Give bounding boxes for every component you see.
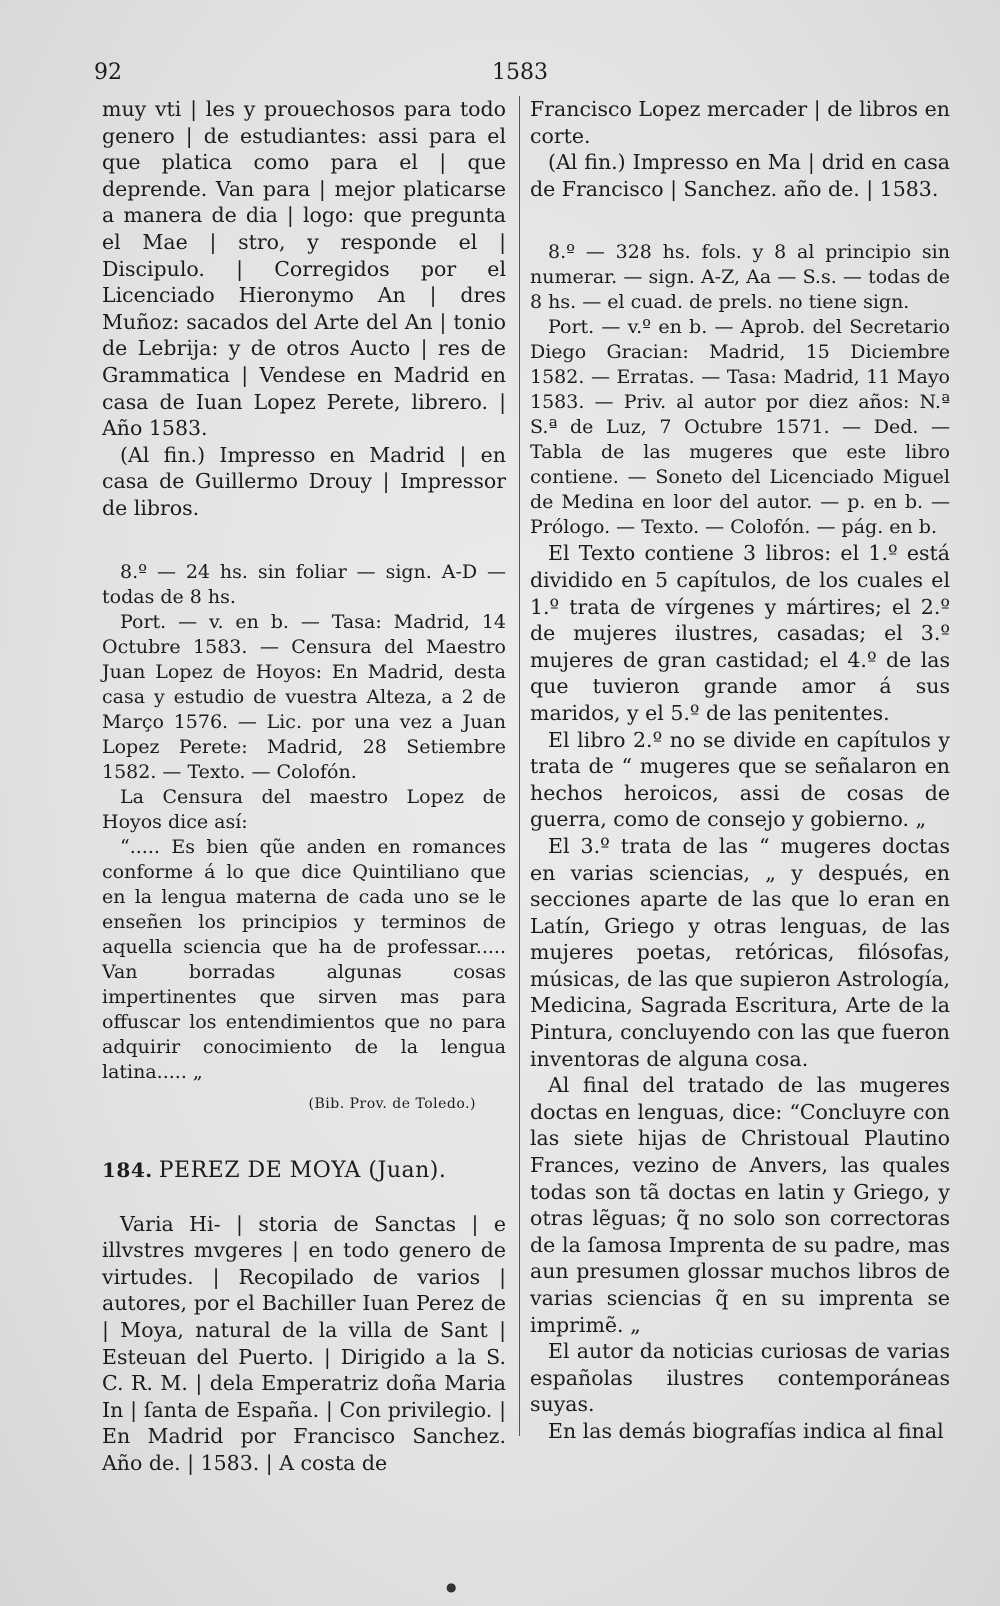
page-number: 92 (94, 60, 122, 85)
censura-quote: “..... Es bien qũe anden en romances conforme á lo que dice Quintiliano que en la lengua materna de cada uno se le enseñen los principios y terminos de aquella sciencia que ha de professar..... Van borradas algunas cosas impertinentes que sirven mas para offuscar los entendimientos que no para adquirir conocimiento de la lengua latina..... „ (102, 835, 506, 1083)
entry-title-transcription: Varia Hi- | storia de Sanctas | e illvstres mvgeres | en todo genero de virtudes. | Recopilado de varios | autores, por el Bachiller Iuan Perez de | Moya, natural de la villa de Sant | Esteuan del Puerto. | Dirigido a la S. C. R. M. | dela Emperatriz doña Maria In | ſanta de España. | Con privilegio. | En Madrid por Francisco Sanchez. Año de. | 1583. | A costa de (102, 1211, 506, 1476)
library-source: (Bib. Prov. de Toledo.) (308, 1095, 476, 1112)
collation: 8.º — 24 hs. sin foliar — sign. A-D — todas de 8 hs. (102, 560, 506, 608)
entry-heading (102, 1157, 506, 1185)
contents-description: Port. — v.º en b. — Aprob. del Secretario Diego Gracian: Madrid, 15 Diciembre 1582. — Erratas. — Tasa: Madrid, 11 Mayo 1583. — Priv. al autor por diez años: N.ª S.ª de Luz, 7 Octubre 1571. — Ded. — Tabla de las mugeres que este libro contiene. — Soneto del Licenciado Miguel de Medina en loor del autor. — p. en b. — Prólogo. — Texto. — Colofón. — pág. en b. (530, 316, 950, 539)
title-continuation: muy vti | les y prouechosos para todo genero | de estudiantes: assi para el que platica como para el | que deprende. Van para | mejor platicarse a manera de dia | logo: que pregunta el Mae | stro, y responde el | Discipulo. | Corregidos por el Licenciado Hieronymo An | dres Muñoz: sacados del Arte del An | tonio de Lebrija: y de otros Aucto | res de Grammatica | Vendese en Madrid en casa de Iuan Lopez Perete, librero. | Año 1583. (102, 97, 506, 441)
column-divider (519, 96, 520, 1436)
closing-line: En las demás biografías indica al final (548, 1418, 944, 1443)
text-summary: El Texto contiene 3 libros: el 1.º está dividido en 5 capítulos, de los cuales el 1.º trata de vírgenes y mártires; el 2.º de mujeres ilustres, casadas; el 3.º mujeres de gran castidad; el 4.º de las que tuvieron grande amor á sus maridos, y el 5.º de las penitentes. (530, 541, 950, 725)
censura-intro: La Censura del maestro Lopez de Hoyos dice así: (102, 785, 506, 833)
running-header-year: 1583 (492, 60, 548, 85)
book-two-summary: El libro 2.º no se divide en capítulos y trata de “ mugeres que se señalaron en hechos heroicos, assi de cosas de guerra, como de consejo y gobierno. „ (530, 727, 950, 832)
colophon: (Al fin.) Impresso en Madrid | en casa de Guillermo Drouy | Impressor de libros. (102, 442, 506, 520)
entry-number: 184. (102, 1158, 153, 1183)
imprint-continuation: Francisco Lopez mercader | de libros en corte. (530, 97, 950, 148)
ink-speck: ● (446, 1580, 457, 1594)
left-column (102, 96, 506, 1477)
entry-author: PEREZ DE MOYA (Juan). (158, 1158, 447, 1184)
quoted-passage: Al final del tratado de las mugeres doctas en lenguas, dice: “Concluyre con las siete hijas de Christoual Plautino Frances, vezino de Anvers, las quales todas son tã doctas en latin y Griego, y otras lẽguas; q̃ no solo son correctoras de la ſamosa Imprenta de su padre, mas aun presumen glossar muchos libros de varias sciencias q̃ en su imprenta se imprimẽ. „ (530, 1073, 950, 1337)
book-three-summary: El 3.º trata de las “ mugeres doctas en varias sciencias, „ y después, en secciones aparte de las que lo eran en Latín, Griego y otras lenguas, de las mujeres poetas, retóricas, filósofas, músicas, de las que supieron Astrología, Medicina, Sagrada Escritura, Arte de la Pintura, concluyendo con las que fueron inventoras de alguna cosa. (530, 833, 950, 1071)
author-note: El autor da noticias curiosas de varias españolas ilustres contemporáneas suyas. (530, 1339, 950, 1417)
contents-description: Port. — v. en b. — Tasa: Madrid, 14 Octubre 1583. — Censura del Maestro Juan Lopez de Hoyos: En Madrid, desta casa y estudio de vuestra Alteza, a 2 de Março 1576. — Lic. por una vez a Juan Lopez Perete: Madrid, 28 Setiembre 1582. — Texto. — Colofón. (102, 610, 506, 783)
right-column (530, 96, 950, 1445)
colophon: (Al fin.) Impresso en Ma | drid en casa de Francisco | Sanchez. año de. | 1583. (530, 150, 950, 201)
collation: 8.º — 328 hs. fols. y 8 al principio sin numerar. — sign. A-Z, Aa — S.s. — todas de 8 hs. — el cuad. de prels. no tiene sign. (530, 241, 950, 314)
